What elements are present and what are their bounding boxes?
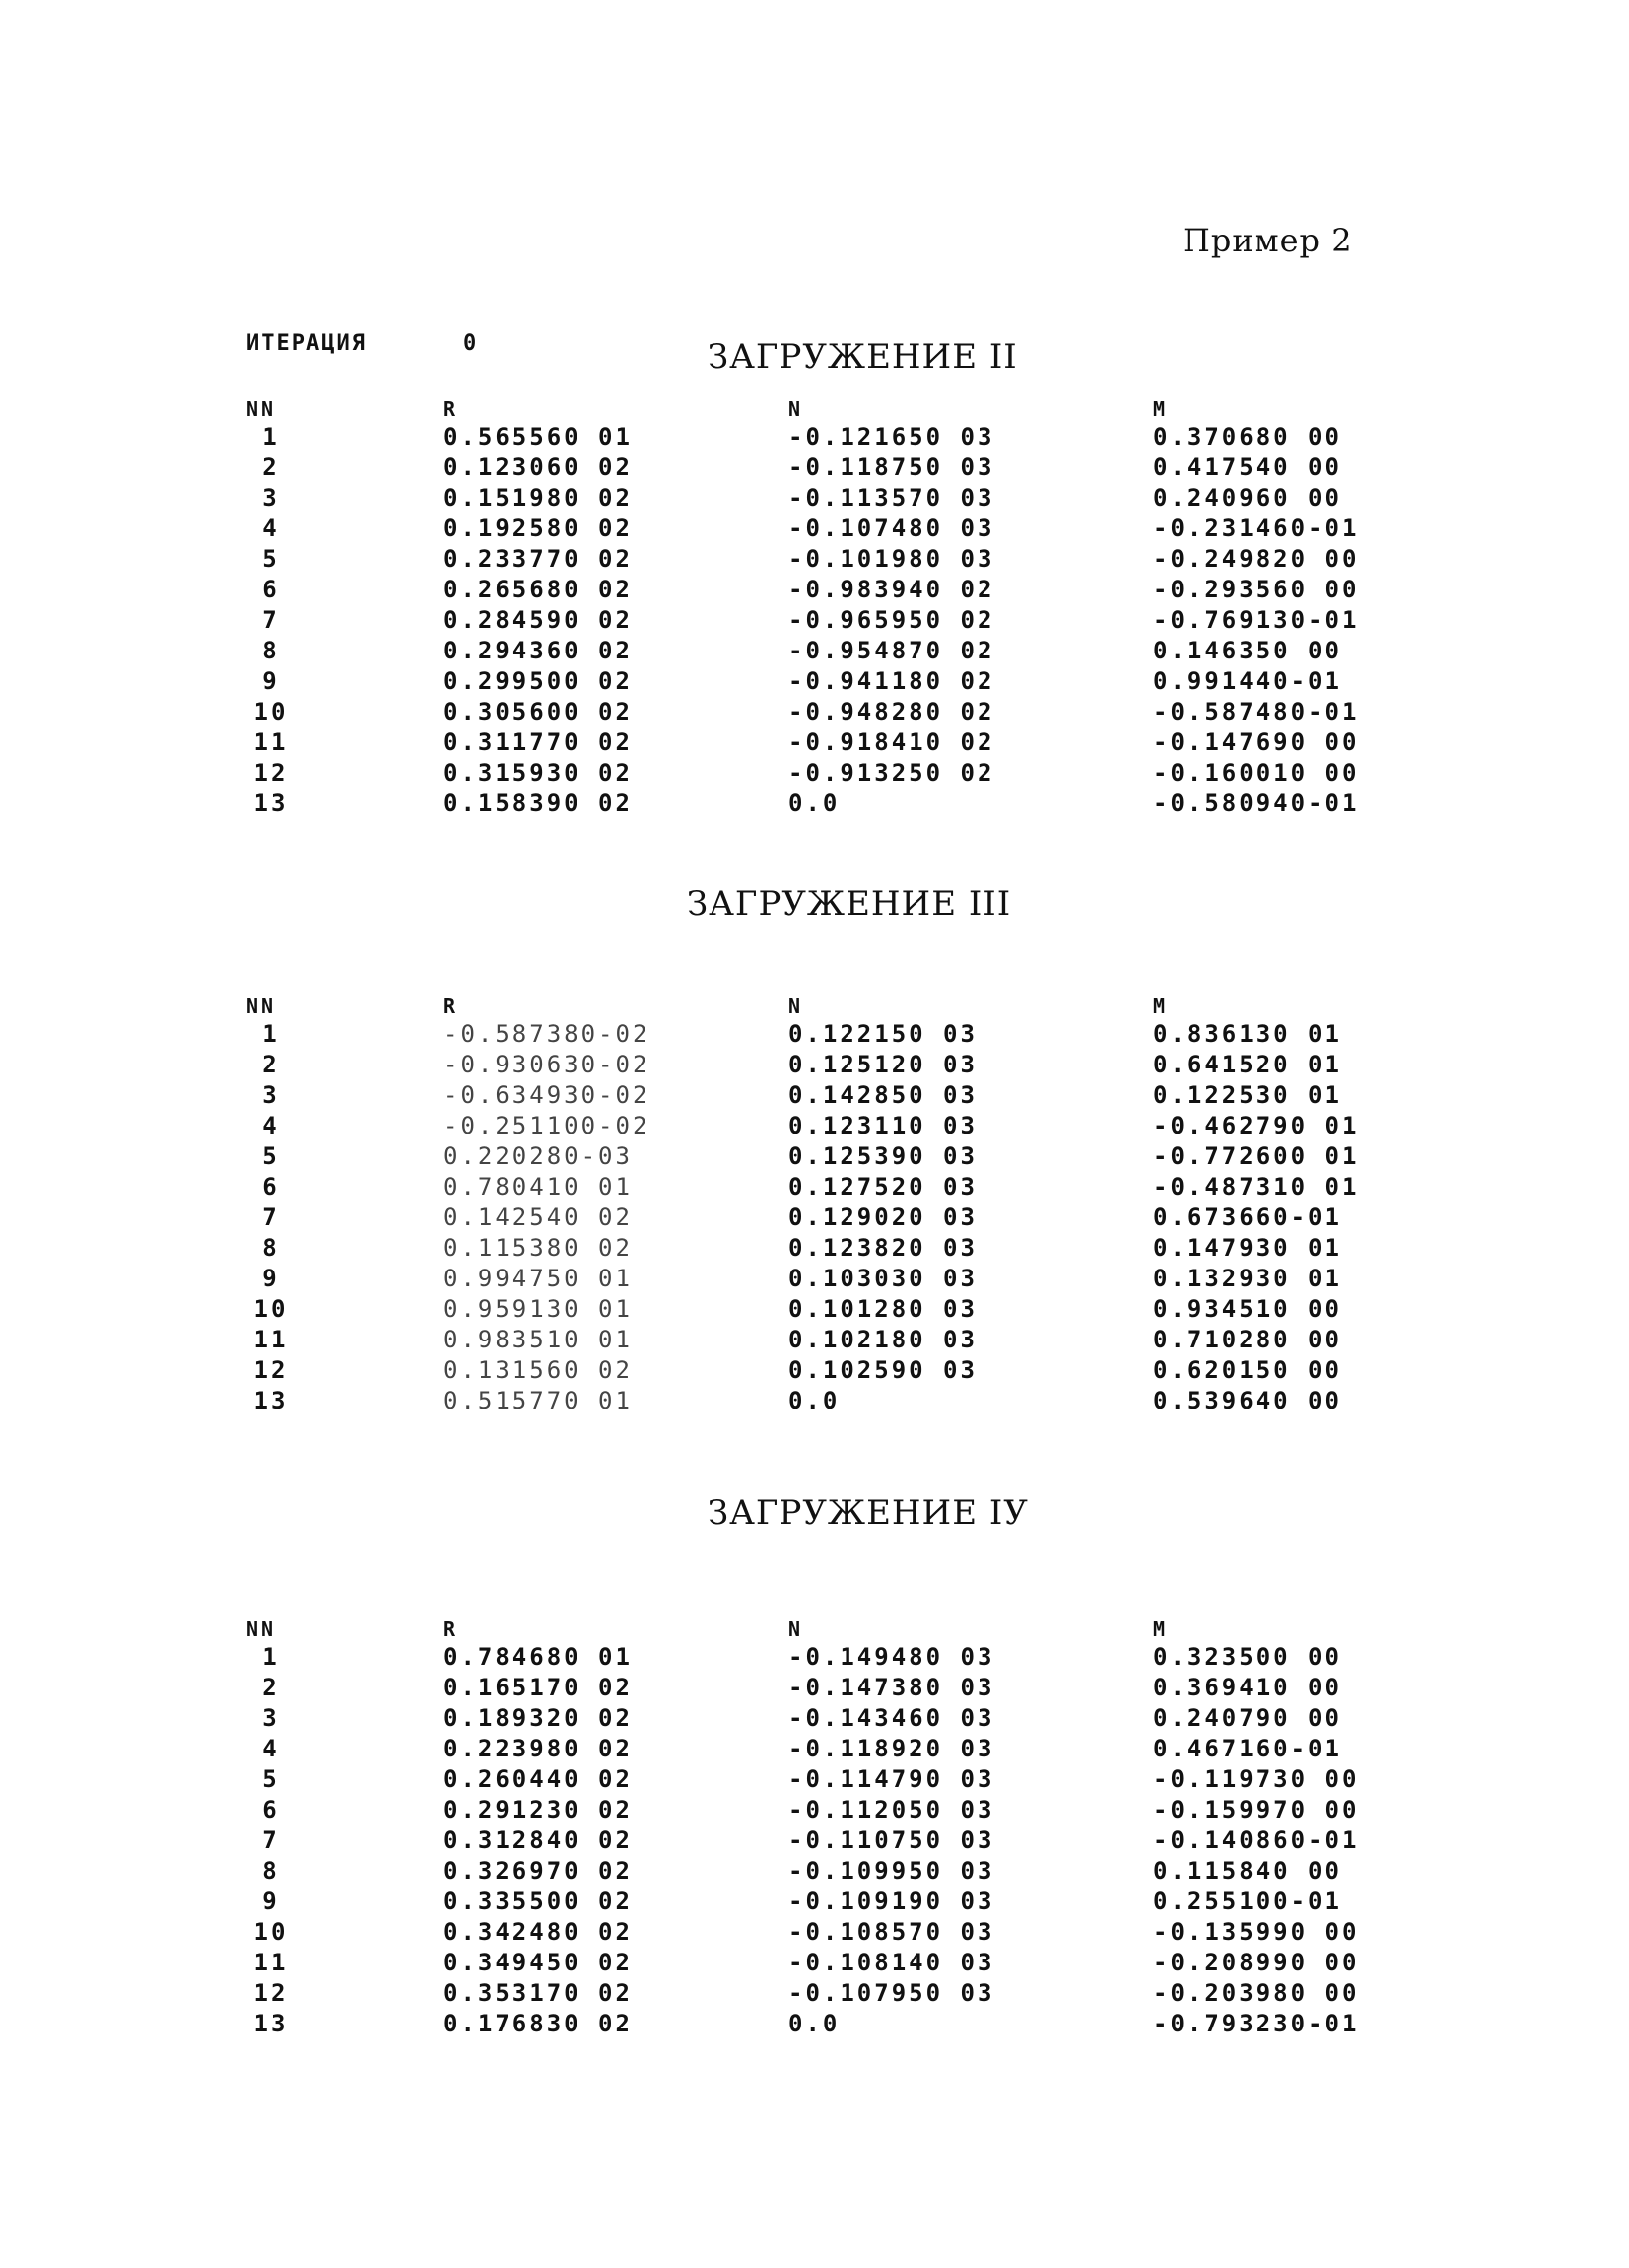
cell-n: -0.109190 03 (788, 1888, 995, 1915)
cell-nn: 2 (262, 1674, 280, 1701)
cell-r: 0.158390 02 (443, 790, 633, 817)
cell-r: -0.587380-02 (443, 1020, 650, 1048)
cell-r: 0.994750 01 (443, 1265, 633, 1292)
cell-m: -0.293560 00 (1153, 576, 1360, 603)
cell-nn: 1 (262, 1643, 280, 1671)
cell-m: 0.991440-01 (1153, 667, 1342, 695)
cell-r: 0.260440 02 (443, 1765, 633, 1793)
cell-nn: 11 (253, 1949, 289, 1976)
cell-n: -0.112050 03 (788, 1796, 995, 1823)
cell-r: 0.291230 02 (443, 1796, 633, 1823)
cell-nn: 1 (262, 1020, 280, 1048)
cell-m: -0.135990 00 (1153, 1918, 1360, 1946)
cell-m: -0.580940-01 (1153, 790, 1360, 817)
cell-nn: 4 (262, 515, 280, 542)
cell-r: 0.983510 01 (443, 1326, 633, 1353)
cell-nn: 8 (262, 637, 280, 664)
cell-r: 0.233770 02 (443, 545, 633, 573)
cell-m: 0.146350 00 (1153, 637, 1342, 664)
cell-r: 0.115380 02 (443, 1234, 633, 1262)
cell-m: -0.769130-01 (1153, 606, 1360, 634)
cell-n: -0.109950 03 (788, 1857, 995, 1885)
page-label: Пример 2 (1183, 222, 1353, 259)
cell-m: -0.487310 01 (1153, 1173, 1360, 1201)
cell-n: -0.149480 03 (788, 1643, 995, 1671)
cell-n: 0.123820 03 (788, 1234, 978, 1262)
cell-m: -0.147690 00 (1153, 728, 1360, 756)
cell-m: 0.323500 00 (1153, 1643, 1342, 1671)
cell-r: 0.311770 02 (443, 728, 633, 756)
cell-m: -0.587480-01 (1153, 698, 1360, 725)
cell-r: 0.284590 02 (443, 606, 633, 634)
column-header-m: M (1153, 397, 1169, 421)
cell-m: -0.231460-01 (1153, 515, 1360, 542)
cell-nn: 6 (262, 1796, 280, 1823)
cell-nn: 6 (262, 1173, 280, 1201)
cell-n: -0.101980 03 (788, 545, 995, 573)
cell-m: 0.240790 00 (1153, 1704, 1342, 1732)
cell-nn: 5 (262, 545, 280, 573)
cell-r: -0.634930-02 (443, 1081, 650, 1109)
cell-n: -0.954870 02 (788, 637, 995, 664)
cell-m: 0.467160-01 (1153, 1735, 1342, 1762)
column-header-m: M (1153, 1617, 1169, 1641)
column-header-r: R (443, 995, 459, 1018)
cell-m: 0.673660-01 (1153, 1203, 1342, 1231)
cell-m: -0.462790 01 (1153, 1112, 1360, 1139)
cell-nn: 3 (262, 484, 280, 512)
cell-r: 0.784680 01 (443, 1643, 633, 1671)
cell-nn: 10 (253, 1918, 289, 1946)
cell-nn: 13 (253, 1387, 289, 1414)
cell-r: 0.165170 02 (443, 1674, 633, 1701)
cell-n: 0.101280 03 (788, 1295, 978, 1323)
cell-r: 0.192580 02 (443, 515, 633, 542)
cell-r: 0.223980 02 (443, 1735, 633, 1762)
cell-r: 0.151980 02 (443, 484, 633, 512)
cell-nn: 1 (262, 423, 280, 450)
column-header-n: N (788, 995, 804, 1018)
cell-nn: 13 (253, 790, 289, 817)
cell-n: -0.918410 02 (788, 728, 995, 756)
cell-n: -0.113570 03 (788, 484, 995, 512)
iteration-label: ИТЕРАЦИЯ (246, 331, 367, 356)
cell-nn: 3 (262, 1704, 280, 1732)
column-header-n: N (788, 1617, 804, 1641)
cell-n: 0.142850 03 (788, 1081, 978, 1109)
cell-n: -0.107950 03 (788, 1979, 995, 2007)
column-header-r: R (443, 397, 459, 421)
cell-nn: 10 (253, 1295, 289, 1323)
cell-nn: 8 (262, 1857, 280, 1885)
cell-r: 0.123060 02 (443, 453, 633, 481)
cell-n: -0.983940 02 (788, 576, 995, 603)
cell-m: 0.132930 01 (1153, 1265, 1342, 1292)
cell-n: -0.941180 02 (788, 667, 995, 695)
cell-nn: 7 (262, 606, 280, 634)
cell-n: -0.114790 03 (788, 1765, 995, 1793)
cell-m: 0.255100-01 (1153, 1888, 1342, 1915)
cell-n: -0.110750 03 (788, 1826, 995, 1854)
cell-n: -0.965950 02 (788, 606, 995, 634)
cell-nn: 12 (253, 1356, 289, 1384)
cell-nn: 8 (262, 1234, 280, 1262)
cell-n: 0.0 (788, 790, 841, 817)
cell-n: 0.103030 03 (788, 1265, 978, 1292)
cell-nn: 3 (262, 1081, 280, 1109)
cell-m: 0.122530 01 (1153, 1081, 1342, 1109)
cell-r: 0.176830 02 (443, 2010, 633, 2037)
cell-m: -0.119730 00 (1153, 1765, 1360, 1793)
cell-m: 0.710280 00 (1153, 1326, 1342, 1353)
cell-nn: 12 (253, 1979, 289, 2007)
cell-nn: 5 (262, 1142, 280, 1170)
column-header-nn: NN (246, 397, 277, 421)
cell-nn: 9 (262, 667, 280, 695)
cell-r: 0.189320 02 (443, 1704, 633, 1732)
cell-n: 0.102590 03 (788, 1356, 978, 1384)
cell-m: -0.249820 00 (1153, 545, 1360, 573)
cell-m: 0.240960 00 (1153, 484, 1342, 512)
cell-m: -0.772600 01 (1153, 1142, 1360, 1170)
cell-m: 0.369410 00 (1153, 1674, 1342, 1701)
cell-r: 0.220280-03 (443, 1142, 633, 1170)
cell-m: -0.793230-01 (1153, 2010, 1360, 2037)
cell-n: 0.127520 03 (788, 1173, 978, 1201)
cell-n: 0.123110 03 (788, 1112, 978, 1139)
cell-nn: 7 (262, 1826, 280, 1854)
cell-nn: 11 (253, 1326, 289, 1353)
cell-r: 0.342480 02 (443, 1918, 633, 1946)
cell-nn: 2 (262, 1051, 280, 1078)
cell-nn: 9 (262, 1265, 280, 1292)
cell-r: 0.326970 02 (443, 1857, 633, 1885)
cell-m: 0.934510 00 (1153, 1295, 1342, 1323)
cell-r: 0.349450 02 (443, 1949, 633, 1976)
cell-r: 0.353170 02 (443, 1979, 633, 2007)
cell-m: -0.160010 00 (1153, 759, 1360, 787)
cell-r: 0.565560 01 (443, 423, 633, 450)
cell-r: -0.251100-02 (443, 1112, 650, 1139)
cell-nn: 6 (262, 576, 280, 603)
cell-n: -0.948280 02 (788, 698, 995, 725)
cell-n: 0.125120 03 (788, 1051, 978, 1078)
cell-r: 0.315930 02 (443, 759, 633, 787)
cell-nn: 2 (262, 453, 280, 481)
cell-m: 0.417540 00 (1153, 453, 1342, 481)
cell-n: -0.118750 03 (788, 453, 995, 481)
cell-n: -0.107480 03 (788, 515, 995, 542)
cell-nn: 9 (262, 1888, 280, 1915)
cell-nn: 5 (262, 1765, 280, 1793)
cell-m: -0.208990 00 (1153, 1949, 1360, 1976)
column-header-n: N (788, 397, 804, 421)
cell-n: -0.108140 03 (788, 1949, 995, 1976)
cell-r: 0.780410 01 (443, 1173, 633, 1201)
cell-r: 0.312840 02 (443, 1826, 633, 1854)
column-header-m: M (1153, 995, 1169, 1018)
cell-m: -0.140860-01 (1153, 1826, 1360, 1854)
cell-r: 0.959130 01 (443, 1295, 633, 1323)
cell-n: -0.118920 03 (788, 1735, 995, 1762)
cell-m: -0.159970 00 (1153, 1796, 1360, 1823)
cell-m: 0.370680 00 (1153, 423, 1342, 450)
column-header-nn: NN (246, 995, 277, 1018)
cell-n: -0.121650 03 (788, 423, 995, 450)
cell-m: 0.115840 00 (1153, 1857, 1342, 1885)
cell-r: 0.142540 02 (443, 1203, 633, 1231)
cell-n: 0.129020 03 (788, 1203, 978, 1231)
cell-m: -0.203980 00 (1153, 1979, 1360, 2007)
cell-nn: 10 (253, 698, 289, 725)
cell-m: 0.620150 00 (1153, 1356, 1342, 1384)
cell-nn: 12 (253, 759, 289, 787)
cell-m: 0.147930 01 (1153, 1234, 1342, 1262)
section-title-loading-4: ЗАГРУЖЕНИЕ IУ (708, 1493, 1029, 1533)
cell-n: 0.0 (788, 1387, 841, 1414)
cell-r: -0.930630-02 (443, 1051, 650, 1078)
cell-n: 0.122150 03 (788, 1020, 978, 1048)
cell-n: 0.0 (788, 2010, 841, 2037)
cell-m: 0.539640 00 (1153, 1387, 1342, 1414)
cell-nn: 4 (262, 1735, 280, 1762)
cell-nn: 7 (262, 1203, 280, 1231)
cell-r: 0.265680 02 (443, 576, 633, 603)
cell-nn: 4 (262, 1112, 280, 1139)
cell-n: -0.143460 03 (788, 1704, 995, 1732)
section-title-loading-3: ЗАГРУЖЕНИЕ III (687, 884, 1012, 924)
cell-n: -0.108570 03 (788, 1918, 995, 1946)
cell-n: 0.125390 03 (788, 1142, 978, 1170)
cell-n: 0.102180 03 (788, 1326, 978, 1353)
cell-nn: 13 (253, 2010, 289, 2037)
cell-r: 0.515770 01 (443, 1387, 633, 1414)
iteration-value: 0 (463, 331, 477, 356)
column-header-r: R (443, 1617, 459, 1641)
cell-r: 0.335500 02 (443, 1888, 633, 1915)
cell-nn: 11 (253, 728, 289, 756)
cell-r: 0.131560 02 (443, 1356, 633, 1384)
column-header-nn: NN (246, 1617, 277, 1641)
cell-m: 0.836130 01 (1153, 1020, 1342, 1048)
cell-n: -0.913250 02 (788, 759, 995, 787)
section-title-loading-2: ЗАГРУЖЕНИЕ II (708, 337, 1018, 377)
cell-m: 0.641520 01 (1153, 1051, 1342, 1078)
cell-r: 0.299500 02 (443, 667, 633, 695)
cell-n: -0.147380 03 (788, 1674, 995, 1701)
cell-r: 0.305600 02 (443, 698, 633, 725)
cell-r: 0.294360 02 (443, 637, 633, 664)
